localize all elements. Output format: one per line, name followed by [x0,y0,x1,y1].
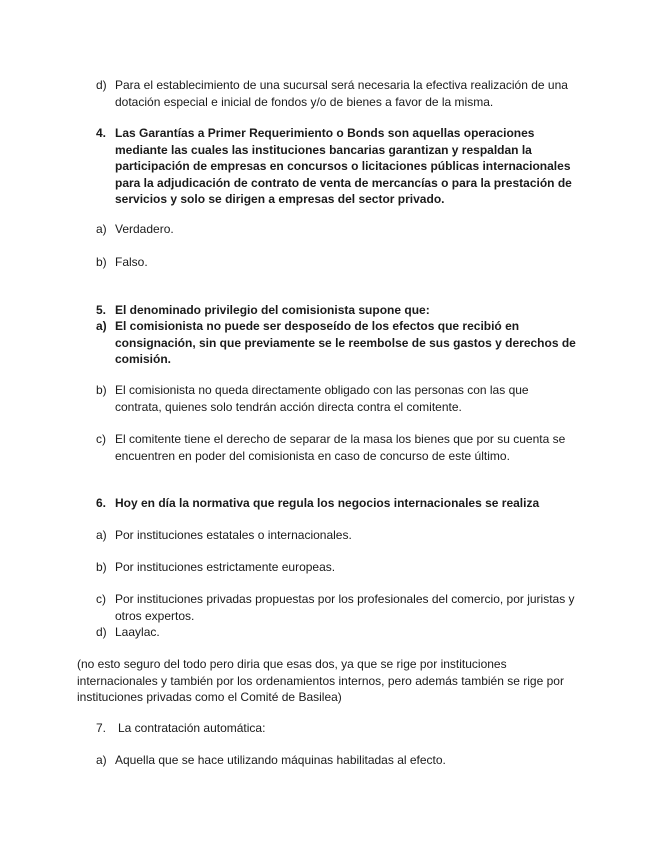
option-text: Laaylac. [115,625,160,639]
question-number: 5. [96,303,107,317]
option-text: Falso. [115,255,148,269]
option-marker: a) [96,753,107,767]
question-number: 6. [96,496,107,510]
option-marker: d) [96,78,107,92]
author-note: (no esto seguro del todo pero diria que esas dos, ya que se rige por instituciones internacionales y también por los ordenamientos internos, pero además también se rige por instituciones privadas como el Comité de Basilea) [77,657,564,704]
option-text: Para el establecimiento de una sucursal será necesaria la efectiva realización de una dotación especial e inicial de fondos y/o de bienes a favor de la misma. [115,78,568,109]
option-text: Aquella que se hace utilizando máquinas habilitadas al efecto. [115,753,446,767]
question-text: El denominado privilegio del comisionista supone que: [115,303,430,317]
option-marker: b) [96,255,107,269]
option-text: Por instituciones estatales o internacionales. [115,528,352,542]
question-number: 4. [96,126,107,140]
option-marker: a) [96,222,107,236]
option-marker: b) [96,560,107,574]
option-marker: c) [96,432,106,446]
option-marker: a) [96,528,107,542]
option-text: El comisionista no queda directamente obligado con las personas con las que contrata, quienes solo tendrán acción directa contra el comitente. [115,383,529,414]
option-text: Verdadero. [115,222,174,236]
option-text: El comitente tiene el derecho de separar de la masa los bienes que por su cuenta se encuentren en poder del comisionista en caso de concurso de este último. [115,432,566,463]
option-text: El comisionista no puede ser desposeído de los efectos que recibió en consignación, sin que previamente se le reembolse de sus gastos y derechos de comisión. [115,319,576,366]
option-marker: d) [96,625,107,639]
option-text: Por instituciones estrictamente europeas. [115,560,336,574]
question-text: Hoy en día la normativa que regula los negocios internacionales se realiza [115,496,540,510]
question-text: La contratación automática: [118,721,266,735]
question-number: 7. [96,721,107,735]
option-marker: b) [96,383,107,397]
option-text: Por instituciones privadas propuestas por los profesionales del comercio, por juristas y otros expertos. [115,592,575,623]
option-marker: c) [96,592,106,606]
question-text: Las Garantías a Primer Requerimiento o Bonds son aquellas operaciones mediante las cuales las instituciones bancarias garantizan y respaldan la participación de empresas en concursos o licitaciones públicas internacionales para la adjudicación de contrato de venta de mercancías o para la prestación de servicios y solo se dirigen a empresas del sector privado. [115,126,572,206]
option-marker: a) [96,319,107,333]
